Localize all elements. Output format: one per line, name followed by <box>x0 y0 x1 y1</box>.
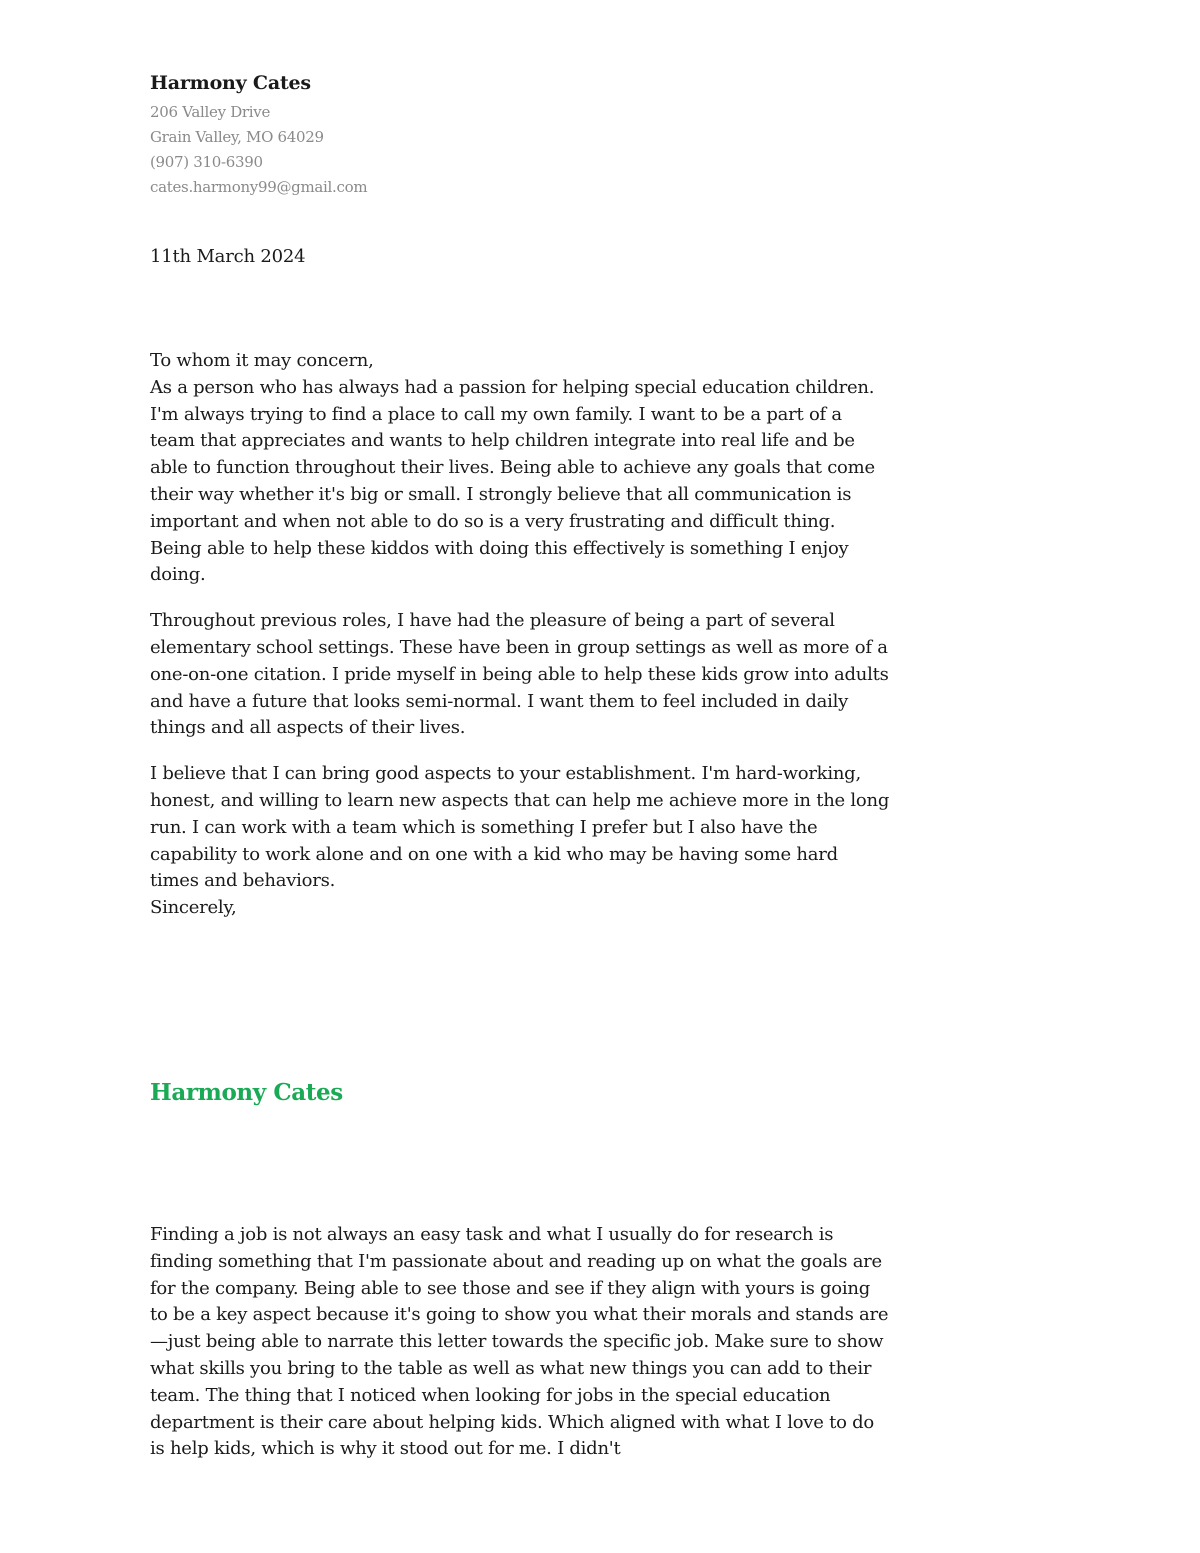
address-line-2: Grain Valley, MO 64029 <box>150 128 324 146</box>
signature-name: Harmony Cates <box>150 1079 343 1106</box>
closing: Sincerely, <box>150 897 237 919</box>
letter-paragraph-3: I believe that I can bring good aspects to your establishment. I'm hard-working, honest, and willing to learn new aspects that can help me achieve more in the long run. I can work with a team which is something I prefer but I also have the capability to work alone and on one with a kid who may be having some hard times and behaviors. <box>150 763 890 892</box>
contact-block <box>150 100 367 200</box>
sender-name: Harmony Cates <box>150 72 311 94</box>
letter-paragraph-1: As a person who has always had a passion for helping special education children. I'm always trying to find a place to call my own family. I want to be a part of a team that appreciates and wants to help children integrate into real life and be able to function throughout their lives. Being able to achieve any goals that come their way whether it's big or small. I strongly believe that all communication is important and when not able to do so is a very frustrating and difficult thing. Being able to help these kiddos with doing this effectively is something I enjoy doing. <box>150 376 875 586</box>
address-line-1: 206 Valley Drive <box>150 103 271 121</box>
salutation: To whom it may concern, <box>150 350 374 371</box>
letter-paragraph-2: Throughout previous roles, I have had the pleasure of being a part of several elementary school settings. These have been in group settings as well as more of a one-on-one citation. I pride myself in being able to help these kids grow into adults and have a future that looks semi-normal. I want them to feel included in daily things and all aspects of their lives. <box>150 610 889 739</box>
letter-body <box>150 348 890 922</box>
phone-number: (907) 310-6390 <box>150 153 263 171</box>
research-paragraph: Finding a job is not always an easy task and what I usually do for research is finding something that I'm passionate about and reading up on what the goals are for the company. Being able to see those and see if they align with yours is going to be a key aspect because it's going to show you what their morals and stands are—just being able to narrate this letter towards the specific job. Make sure to show what skills you bring to the table as well as what new things you can add to their team. The thing that I noticed when looking for jobs in the special education department is their care about helping kids. Which aligned with what I love to do is help kids, which is why it stood out for me. I didn't <box>150 1224 889 1460</box>
email-address: cates.harmony99@gmail.com <box>150 178 368 196</box>
research-section <box>150 1222 890 1463</box>
letter-date: 11th March 2024 <box>150 246 306 267</box>
